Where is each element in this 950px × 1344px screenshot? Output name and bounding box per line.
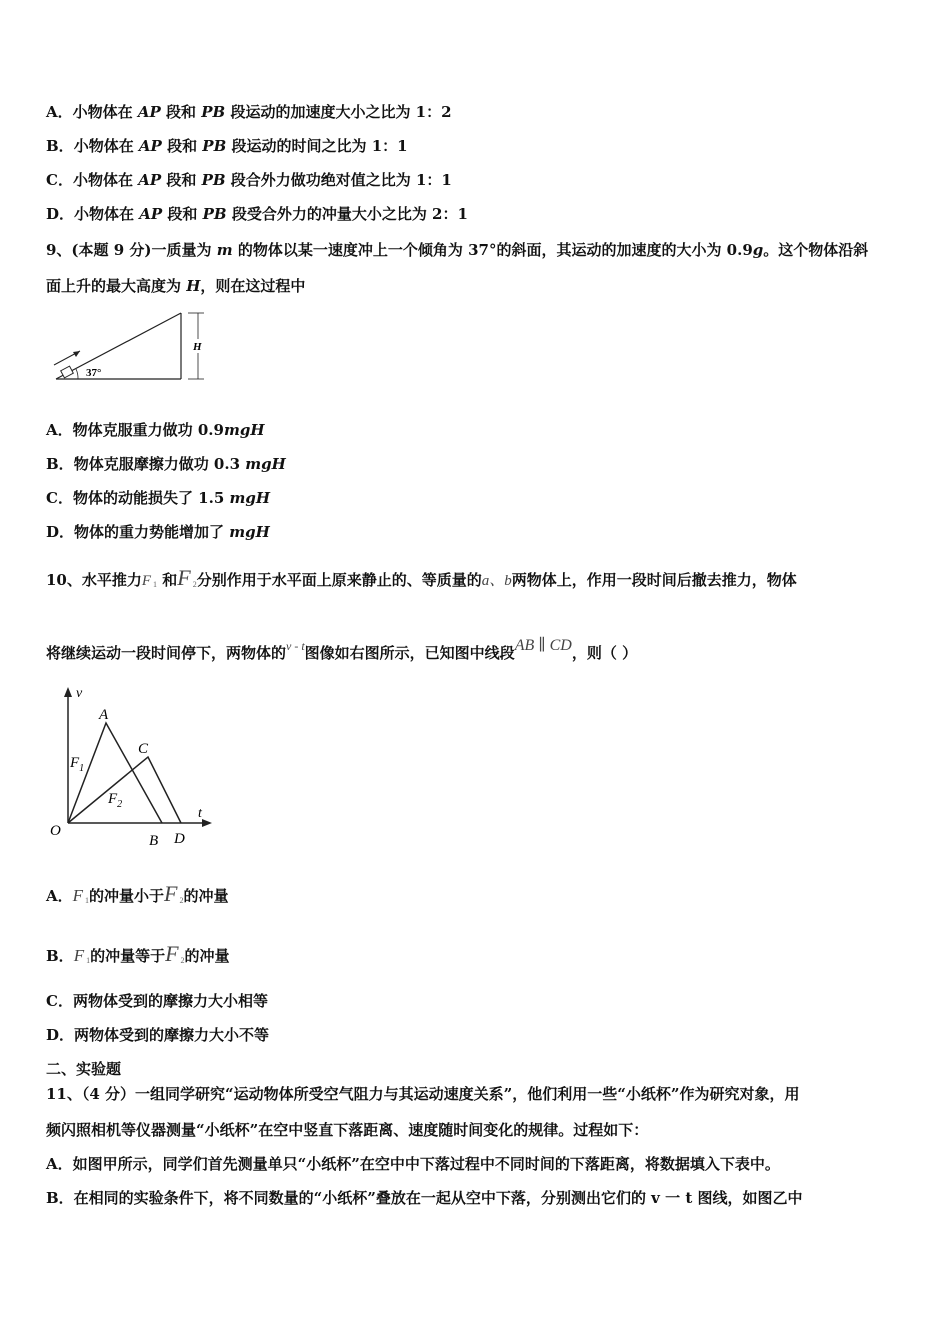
option-text: 段和: [161, 137, 203, 155]
option-text: 小物体在: [74, 205, 140, 223]
math-h: H: [186, 277, 201, 295]
math-a: a: [481, 573, 490, 589]
subscript: 1: [86, 956, 91, 965]
option-text: 段运动的加速度大小之比为 1：2: [225, 103, 452, 121]
subscript: 2: [180, 956, 185, 965]
label-v: v: [76, 686, 83, 701]
math-mgh: mgH: [223, 421, 265, 439]
q10-stem-line2: [46, 634, 637, 665]
stem-text: ，则（ ）: [571, 644, 638, 662]
option-letter: D．: [46, 523, 75, 541]
stem-text: 图像如右图所示，已知图中线段: [304, 644, 515, 662]
math-vt: v - t: [286, 639, 305, 653]
q8-option-b: [46, 136, 408, 156]
option-text: 物体克服摩擦力做功 0.3: [73, 455, 246, 473]
option-text: 两物体受到的摩擦力大小相等: [72, 992, 268, 1010]
option-text: 的冲量: [184, 947, 230, 965]
subscript: 2: [179, 896, 184, 905]
stem-text: 9、(本题 9 分)一质量为: [46, 241, 217, 259]
stem-text: 面上升的最大高度为: [46, 277, 187, 295]
stem-text: 将继续运动一段时间停下，两物体的: [46, 644, 287, 662]
subscript: 1: [153, 580, 158, 589]
math-f2: [164, 881, 183, 906]
subscript: 2: [192, 580, 197, 589]
q10-option-d: [46, 1025, 269, 1045]
math-f1: [73, 886, 89, 905]
option-text: 段受合外力的冲量大小之比为 2：1: [226, 205, 468, 223]
f2-letter: F: [108, 791, 118, 807]
option-letter: D．: [46, 1026, 75, 1044]
math-pb: PB: [202, 205, 227, 223]
label-f2: [107, 791, 122, 810]
math-m: m: [216, 241, 233, 259]
stem-text: 、: [489, 573, 505, 589]
angle-arc: [76, 369, 78, 379]
option-letter: A．: [46, 103, 73, 121]
q11-line4: B．在相同的实验条件下，将不同数量的“小纸杯”叠放在一起从空中下落，分别测出它们的 v 一 t 图线，如图乙中: [46, 1189, 803, 1207]
f-letter: F: [73, 946, 85, 965]
q11-line1: 11、（4 分）一组同学研究“运动物体所受空气阻力与其运动速度关系”，他们利用一些“小纸杯”作为研究对象，用: [46, 1085, 800, 1103]
math-pb: PB: [202, 137, 227, 155]
math-f2: [177, 565, 196, 590]
f-letter: F: [165, 941, 179, 966]
stem-text: 两物体上，作用一段时间后撤去推力，物体: [511, 571, 797, 589]
section-heading: 二、实验题: [46, 1060, 122, 1078]
math-g: g: [752, 241, 764, 259]
label-d: D: [174, 831, 185, 847]
option-text: 的冲量小于: [89, 887, 165, 905]
f1-sub: 1: [79, 763, 85, 774]
q9-stem-line1: [46, 240, 868, 260]
stem-text: 。这个物体沿斜: [763, 241, 869, 259]
q8-option-c: [46, 170, 452, 190]
option-letter: C．: [46, 992, 73, 1010]
option-text: 的冲量: [183, 887, 229, 905]
math-ap: AP: [138, 137, 162, 155]
option-text: 小物体在: [72, 103, 138, 121]
stem-text: 的物体以某一速度冲上一个倾角为 37°的斜面，其运动的加速度的大小为 0.9: [232, 241, 753, 259]
line-f2: [68, 757, 181, 823]
math-f1: [142, 573, 157, 589]
v-axis-arrow: [64, 687, 72, 697]
q10-option-c: [46, 991, 268, 1011]
q9-option-b: [46, 454, 286, 474]
angle-label: 37°: [86, 367, 102, 379]
label-f1: [69, 755, 84, 774]
option-text: 段和: [162, 205, 203, 223]
label-t: t: [198, 806, 202, 821]
option-letter: C．: [46, 489, 73, 507]
f-letter: F: [164, 881, 178, 906]
f-letter: F: [72, 886, 84, 905]
option-text: 物体的动能损失了 1.5: [72, 489, 230, 507]
math-mgh: mgH: [229, 523, 270, 541]
incline-figure: [46, 305, 216, 390]
option-text: 段合外力做功绝对值之比为 1：1: [225, 171, 452, 189]
q10-stem-line1: [46, 566, 797, 597]
math-mgh: mgH: [245, 455, 286, 473]
stem-text: 10、水平推力: [46, 571, 142, 589]
stem-text: 分别作用于水平面上原来静止的、等质量的: [196, 571, 482, 589]
option-letter: D．: [46, 205, 75, 223]
stem-text: ，则在这过程中: [200, 277, 306, 295]
option-text: 物体克服重力做功 0.9: [72, 421, 224, 439]
subscript: 1: [85, 896, 90, 905]
math-f1: [74, 946, 90, 965]
option-text: 小物体在: [72, 171, 139, 189]
label-o: O: [50, 823, 61, 839]
f-letter: F: [177, 565, 191, 590]
math-mgh: mgH: [229, 489, 271, 507]
label-a: A: [99, 707, 109, 723]
option-text: 两物体受到的摩擦力大小不等: [74, 1026, 270, 1044]
incline-hypotenuse: [56, 313, 181, 379]
q10-option-a: [46, 880, 229, 915]
math-pb: PB: [201, 171, 226, 189]
option-text: 段运动的时间之比为 1：1: [226, 137, 408, 155]
q9-option-d: [46, 522, 270, 542]
option-letter: A．: [46, 887, 73, 905]
q9-option-c: [46, 488, 270, 508]
option-letter: B．: [46, 137, 74, 155]
q9-stem-line2: [46, 276, 305, 296]
f2-sub: 2: [117, 799, 123, 810]
math-ap: AP: [138, 171, 162, 189]
q8-option-a: [46, 102, 452, 122]
q9-option-a: [46, 420, 265, 440]
option-letter: A．: [46, 421, 73, 439]
math-pb: PB: [201, 103, 226, 121]
math-ab-parallel-cd: AB ∥ CD: [514, 637, 572, 654]
q11-line2: 频闪照相机等仪器测量“小纸杯”在空中竖直下落距离、速度随时间变化的规律。过程如下：: [46, 1121, 649, 1139]
q10-option-b: [46, 940, 230, 975]
option-letter: B．: [46, 947, 74, 965]
t-axis-arrow: [202, 819, 212, 827]
height-label: H: [193, 341, 202, 353]
option-text: 物体的重力势能增加了: [74, 523, 230, 541]
stem-text: 和: [162, 571, 178, 589]
math-f2: [165, 941, 184, 966]
math-b: b: [504, 573, 512, 589]
option-text: 段和: [160, 103, 202, 121]
option-text: 小物体在: [73, 137, 139, 155]
option-letter: B．: [46, 455, 74, 473]
f-letter: F: [141, 573, 152, 589]
option-letter: C．: [46, 171, 73, 189]
f1-letter: F: [70, 755, 80, 771]
label-b: B: [149, 833, 159, 849]
math-ap: AP: [137, 103, 161, 121]
option-text: 段和: [161, 171, 202, 189]
label-c: C: [138, 741, 149, 757]
q11-line3: A．如图甲所示，同学们首先测量单只“小纸杯”在空中中下落过程中不同时间的下落距离，将数据填入下表中。: [46, 1155, 780, 1173]
option-text: 的冲量等于: [90, 947, 166, 965]
q8-option-d: [46, 204, 468, 224]
vt-graph: [46, 683, 216, 853]
math-ap: AP: [139, 205, 163, 223]
